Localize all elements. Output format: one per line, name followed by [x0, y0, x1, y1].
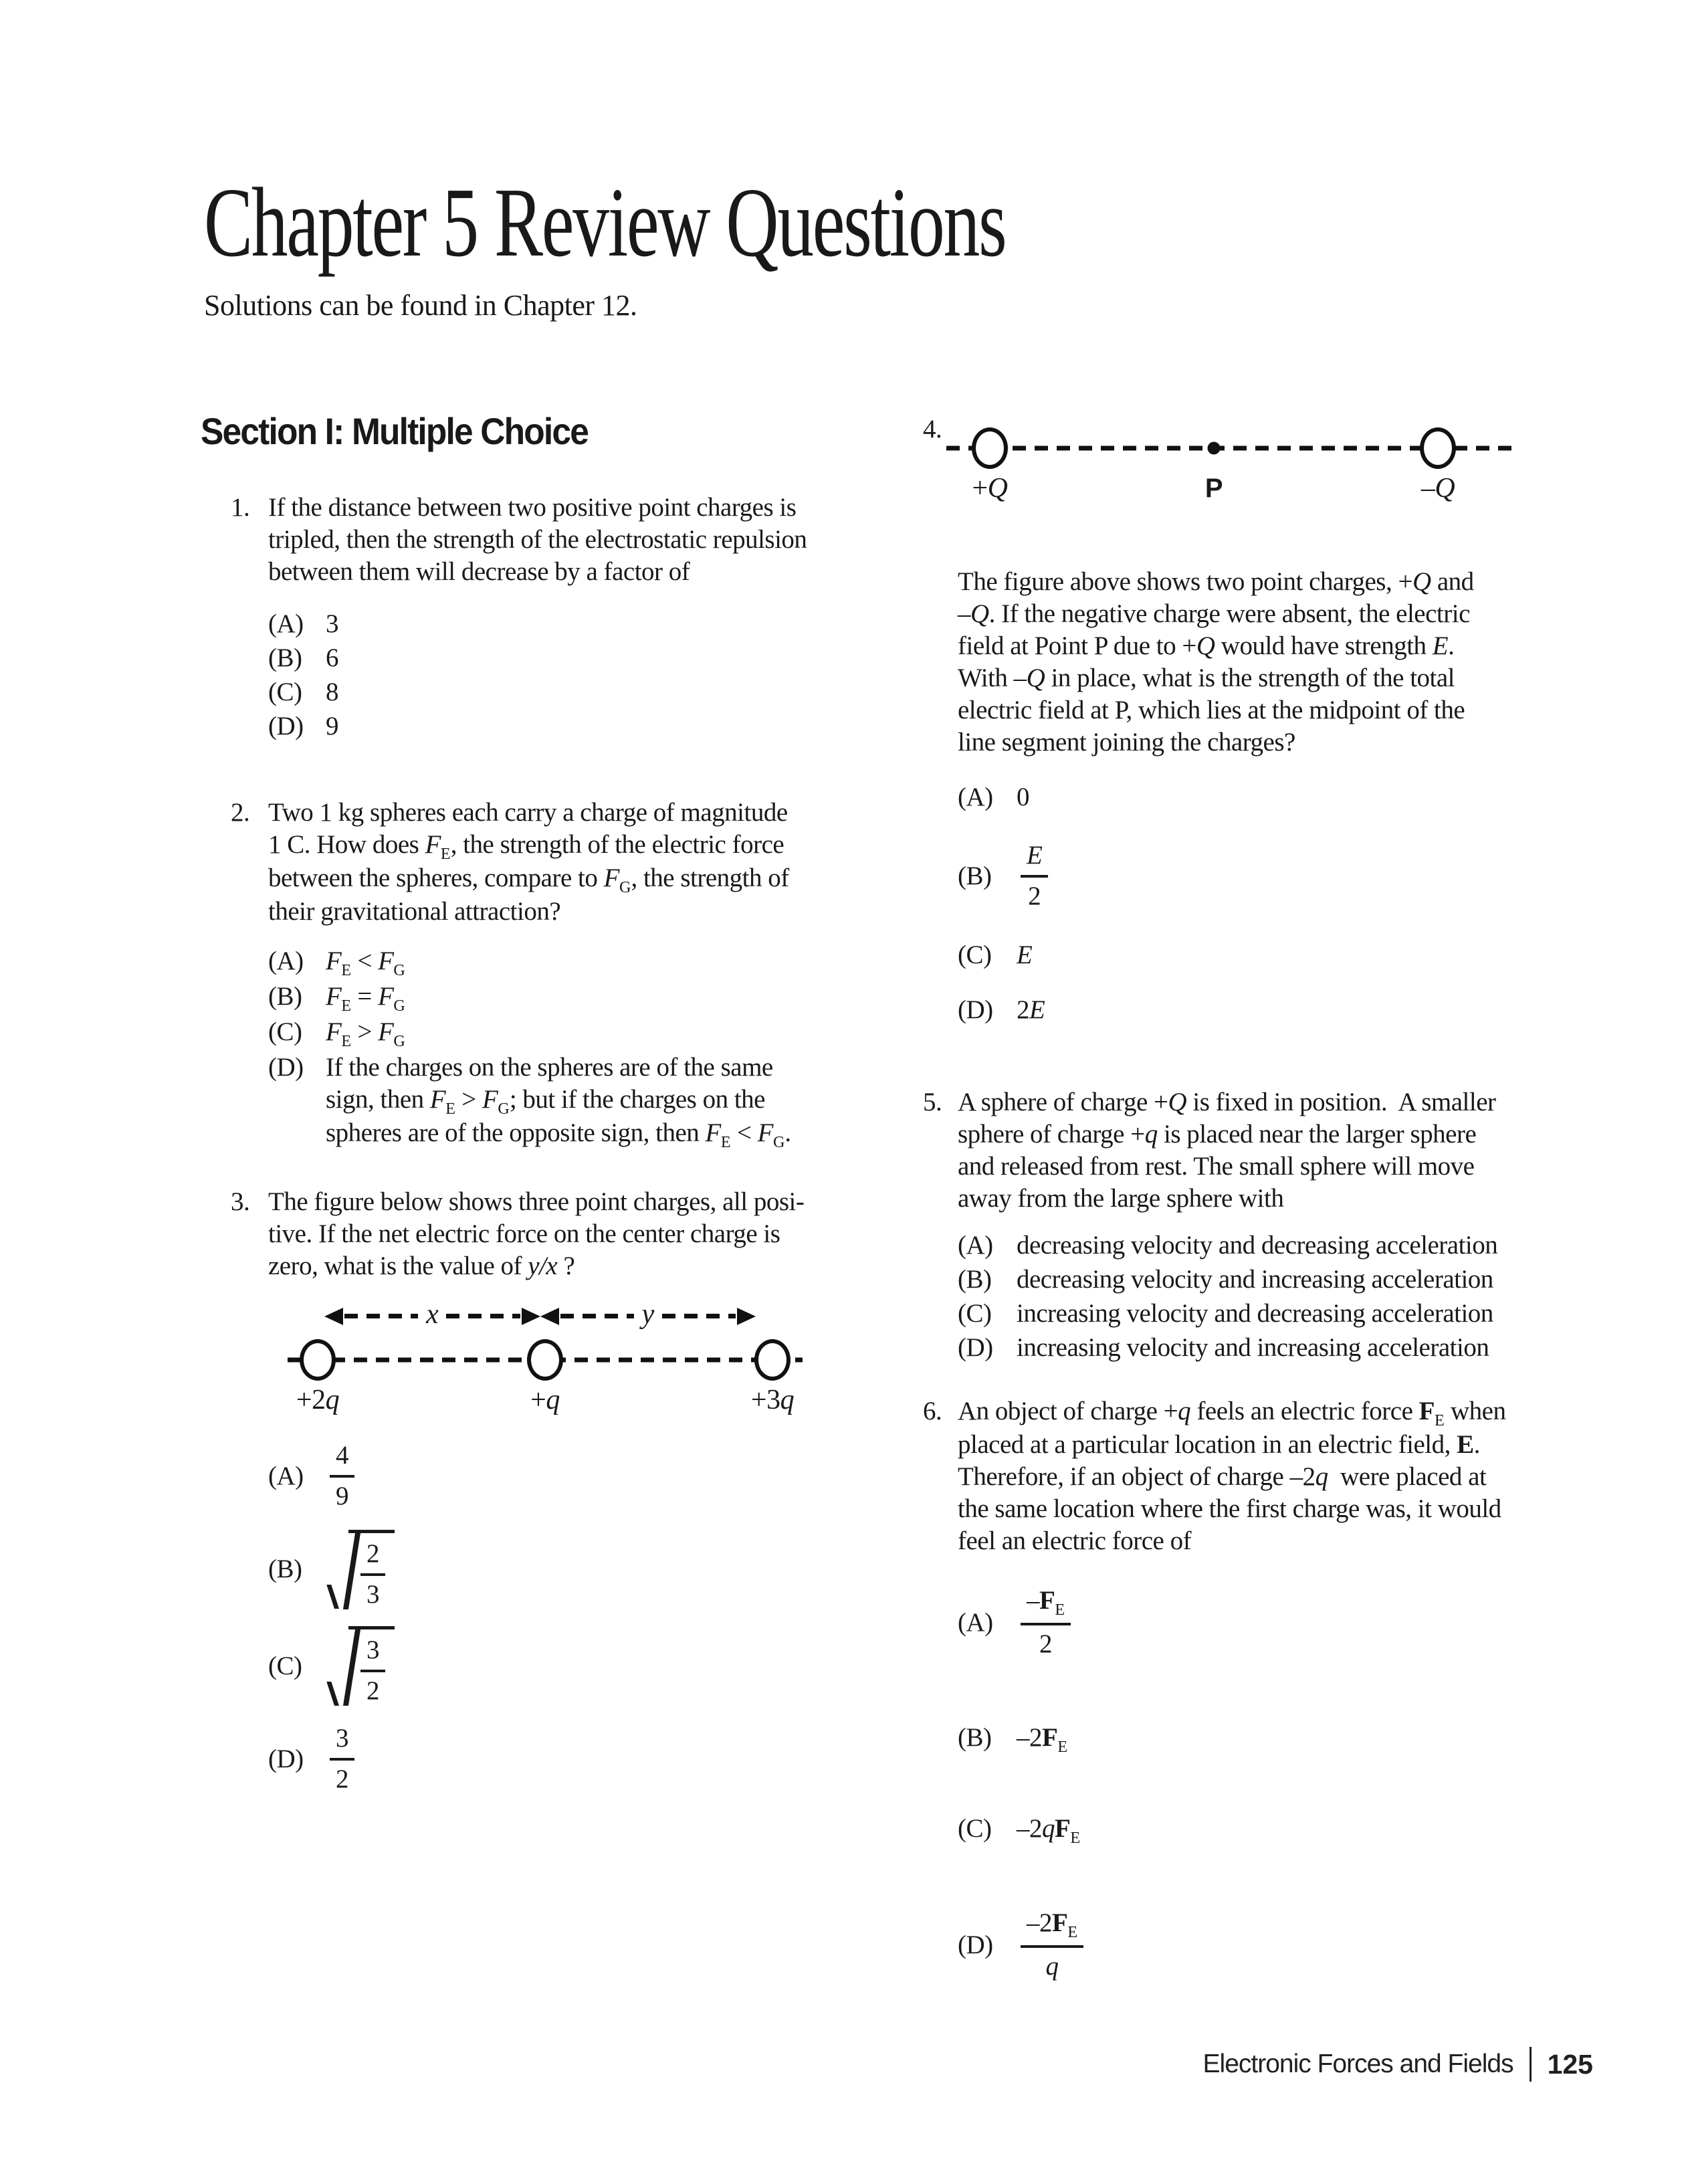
charge-circle-right	[754, 1339, 791, 1381]
charge-labels-row	[946, 471, 1511, 510]
choice-label: (B)	[958, 1264, 992, 1294]
charge-label-negative: –Q	[1421, 473, 1455, 504]
choice-value: If the charges on the spheres are of the same sign, then $F_E > F_G$; but if the charges on the spheres are of the opposite sign, then $F_E < F_G$.	[326, 1052, 791, 1151]
dimension-arrow-y	[540, 1298, 756, 1330]
question-5-choice-d	[958, 1332, 1565, 1364]
question-5-choice-b	[958, 1264, 1565, 1296]
question-2	[231, 797, 836, 1153]
question-3-choice-c	[268, 1622, 836, 1710]
question-3-prompt: The figure below shows three point charges, all posi- tive. If the net electric force on the center charge is zero, what is the value of y/x ?	[268, 1187, 805, 1280]
charge-circle-center	[527, 1339, 563, 1381]
question-6-choice-a	[958, 1581, 1565, 1664]
question-6-body	[958, 1395, 1565, 2044]
section-heading: Section I: Multiple Choice	[201, 410, 589, 452]
page-footer	[1203, 2047, 1593, 2082]
question-1-choice-a	[268, 608, 836, 640]
charge-label-left: +2q	[296, 1384, 340, 1415]
question-6	[923, 1395, 1565, 2044]
figure-two-point-charges	[946, 431, 1511, 510]
choice-label: (C)	[268, 678, 302, 706]
choice-label: (D)	[958, 995, 993, 1024]
choice-label: (A)	[268, 609, 304, 638]
charge-circle-left	[300, 1339, 336, 1381]
choice-label: (C)	[958, 1813, 992, 1843]
choice-value: $F_E > F_G$	[326, 1017, 405, 1050]
choice-value: 0	[1017, 783, 1029, 811]
charge-label-positive: +Q	[972, 473, 1008, 504]
question-4-choice-b	[958, 836, 1565, 916]
question-4-choices	[958, 781, 1565, 1026]
question-4-choice-c	[958, 939, 1565, 971]
choice-value: 2E	[1017, 995, 1045, 1024]
choice-value: E	[1017, 940, 1033, 969]
question-6-choice-c	[958, 1813, 1565, 1846]
question-6-number: 6.	[923, 1396, 942, 1425]
question-2-body	[268, 797, 836, 1153]
question-4-body	[958, 413, 1565, 1049]
arrowhead-right-icon	[737, 1308, 756, 1325]
question-5-prompt: A sphere of charge +Q is fixed in position. A smaller sphere of charge +q is placed near the larger sphere and released from rest. The small sphere will move away from the large sphere with	[958, 1087, 1496, 1213]
question-3-number: 3.	[231, 1187, 250, 1216]
choice-label: (C)	[268, 1651, 302, 1680]
choice-value: $\frac{2}{3}$	[326, 1526, 836, 1613]
choice-value: $-2qF_E$	[1017, 1813, 1081, 1847]
page-subtitle: Solutions can be found in Chapter 12.	[204, 288, 637, 322]
choice-value: $\frac{3}{2}$	[326, 1719, 836, 1799]
question-5-number: 5.	[923, 1087, 942, 1116]
question-4-prompt: The figure above shows two point charges, +Q and –Q. If the negative charge were absent, the electric field at Point P due to +Q would have strength E. With –Q in place, what is the strength of the total electric field at P, which lies at the midpoint of the line segment joining the charges?	[958, 567, 1474, 757]
question-3-choice-a	[268, 1436, 836, 1516]
question-5-choice-c	[958, 1298, 1565, 1330]
choice-value: $\frac{-2F_E}{q}$	[1017, 1904, 1565, 1987]
question-2-choice-d	[268, 1052, 836, 1151]
choice-value: 6	[326, 643, 338, 672]
choice-label: (A)	[958, 783, 993, 811]
choice-label: (A)	[958, 1230, 993, 1260]
choice-value: $\frac{E}{2}$	[1017, 836, 1565, 916]
footer-chapter-label: Electronic Forces and Fields	[1202, 2050, 1513, 2078]
choice-label: (D)	[958, 1930, 993, 1959]
question-2-choices	[268, 945, 836, 1151]
question-6-prompt: An object of charge +q feels an electric force $F_E$ when placed at a particular location in an electric field, E. Therefore, if an object of charge –2q were placed at the same location where the first charge was, it would feel an electric force of	[958, 1396, 1506, 1555]
question-5-body	[958, 1086, 1565, 1366]
choice-value: decreasing velocity and decreasing acceleration	[1017, 1230, 1498, 1260]
question-2-prompt: Two 1 kg spheres each carry a charge of magnitude 1 C. How does $F_E$, the strength of the electric force between the spheres, compare to $F_G$, the strength of their gravitational attraction?	[268, 798, 789, 926]
dashed-segment	[560, 1314, 634, 1318]
question-2-choice-a	[268, 945, 836, 979]
page-header	[204, 168, 1287, 322]
charge-label-center: +q	[530, 1384, 560, 1415]
choice-label: (B)	[958, 861, 992, 890]
charge-line	[288, 1343, 803, 1377]
dimension-label-x: x	[426, 1298, 439, 1330]
dashed-segment	[446, 1314, 520, 1318]
question-6-choice-d	[958, 1904, 1565, 1987]
choice-value: 9	[326, 712, 338, 740]
choice-value: 3	[326, 609, 338, 638]
dimension-label-y: y	[641, 1298, 654, 1330]
question-5	[923, 1086, 1565, 1366]
choice-label: (C)	[958, 1298, 992, 1328]
dashed-segment	[662, 1314, 736, 1318]
charge-circle-positive	[972, 427, 1008, 469]
charge-labels-row	[288, 1383, 803, 1421]
question-2-choice-b	[268, 981, 836, 1014]
page-title: Chapter 5 Review Questions	[204, 168, 1006, 278]
question-2-number: 2.	[231, 798, 250, 827]
question-1-choice-b	[268, 642, 836, 674]
question-3-choice-d	[268, 1719, 836, 1799]
question-3	[231, 1186, 836, 1809]
choice-label: (C)	[958, 940, 992, 969]
choice-label: (D)	[268, 712, 304, 740]
question-4-choice-d	[958, 994, 1565, 1026]
question-4-choice-a	[958, 781, 1565, 813]
question-3-choice-b	[268, 1526, 836, 1613]
choice-value: $\frac{4}{9}$	[326, 1436, 836, 1516]
charge-line	[946, 431, 1511, 466]
choice-label: (C)	[268, 1017, 302, 1046]
footer-page-number: 125	[1547, 2048, 1593, 2080]
choice-label: (A)	[268, 946, 304, 975]
question-1-prompt: If the distance between two positive point charges is tripled, then the strength of the electrostatic repulsion between them will decrease by a factor of	[268, 493, 807, 586]
question-5-choice-a	[958, 1229, 1565, 1262]
dimension-arrow-x	[324, 1298, 540, 1330]
choice-label: (A)	[268, 1461, 304, 1490]
question-2-choice-c	[268, 1016, 836, 1050]
question-1-choices	[268, 608, 836, 742]
question-4	[923, 413, 1565, 1049]
question-4-number: 4.	[923, 415, 942, 443]
arrowhead-right-icon	[522, 1308, 540, 1325]
figure-three-point-charges	[288, 1298, 803, 1421]
point-p-dot	[1208, 442, 1221, 455]
point-p-label: P	[1204, 474, 1223, 503]
dashed-segment	[344, 1314, 418, 1318]
charge-circle-negative	[1420, 427, 1456, 469]
choice-value: $\frac{3}{2}$	[326, 1622, 836, 1710]
choice-label: (D)	[958, 1332, 993, 1362]
dimension-arrows-row	[324, 1298, 756, 1332]
choice-value: 8	[326, 678, 338, 706]
choice-label: (A)	[958, 1607, 993, 1637]
choice-value: $-2F_E$	[1017, 1722, 1068, 1756]
choice-label: (B)	[268, 1555, 302, 1584]
question-1-choice-c	[268, 676, 836, 708]
question-3-choices	[268, 1436, 836, 1799]
charge-label-right: +3q	[750, 1384, 795, 1415]
question-1	[231, 492, 836, 744]
choice-value: $\frac{-F_E}{2}$	[1017, 1581, 1565, 1664]
choice-value: $F_E = F_G$	[326, 981, 405, 1015]
question-1-number: 1.	[231, 493, 250, 522]
right-column	[923, 413, 1565, 2044]
choice-label: (B)	[268, 643, 302, 672]
choice-value: decreasing velocity and increasing acceleration	[1017, 1264, 1493, 1294]
question-6-choices	[958, 1581, 1565, 1987]
choice-value: increasing velocity and increasing acceleration	[1017, 1332, 1489, 1362]
question-6-choice-b	[958, 1722, 1565, 1755]
question-1-body	[268, 492, 836, 744]
choice-value: $F_E < F_G$	[326, 946, 405, 979]
footer-divider	[1530, 2047, 1532, 2082]
question-1-choice-d	[268, 710, 836, 742]
left-column	[231, 492, 836, 1809]
arrowhead-left-icon	[540, 1308, 559, 1325]
choice-label: (B)	[958, 1722, 992, 1752]
choice-value: increasing velocity and decreasing acceleration	[1017, 1298, 1493, 1328]
choice-label: (D)	[268, 1745, 304, 1774]
question-3-body	[268, 1186, 836, 1809]
choice-label: (D)	[268, 1052, 304, 1082]
arrowhead-left-icon	[324, 1308, 343, 1325]
question-5-choices	[958, 1229, 1565, 1364]
choice-label: (B)	[268, 981, 302, 1011]
